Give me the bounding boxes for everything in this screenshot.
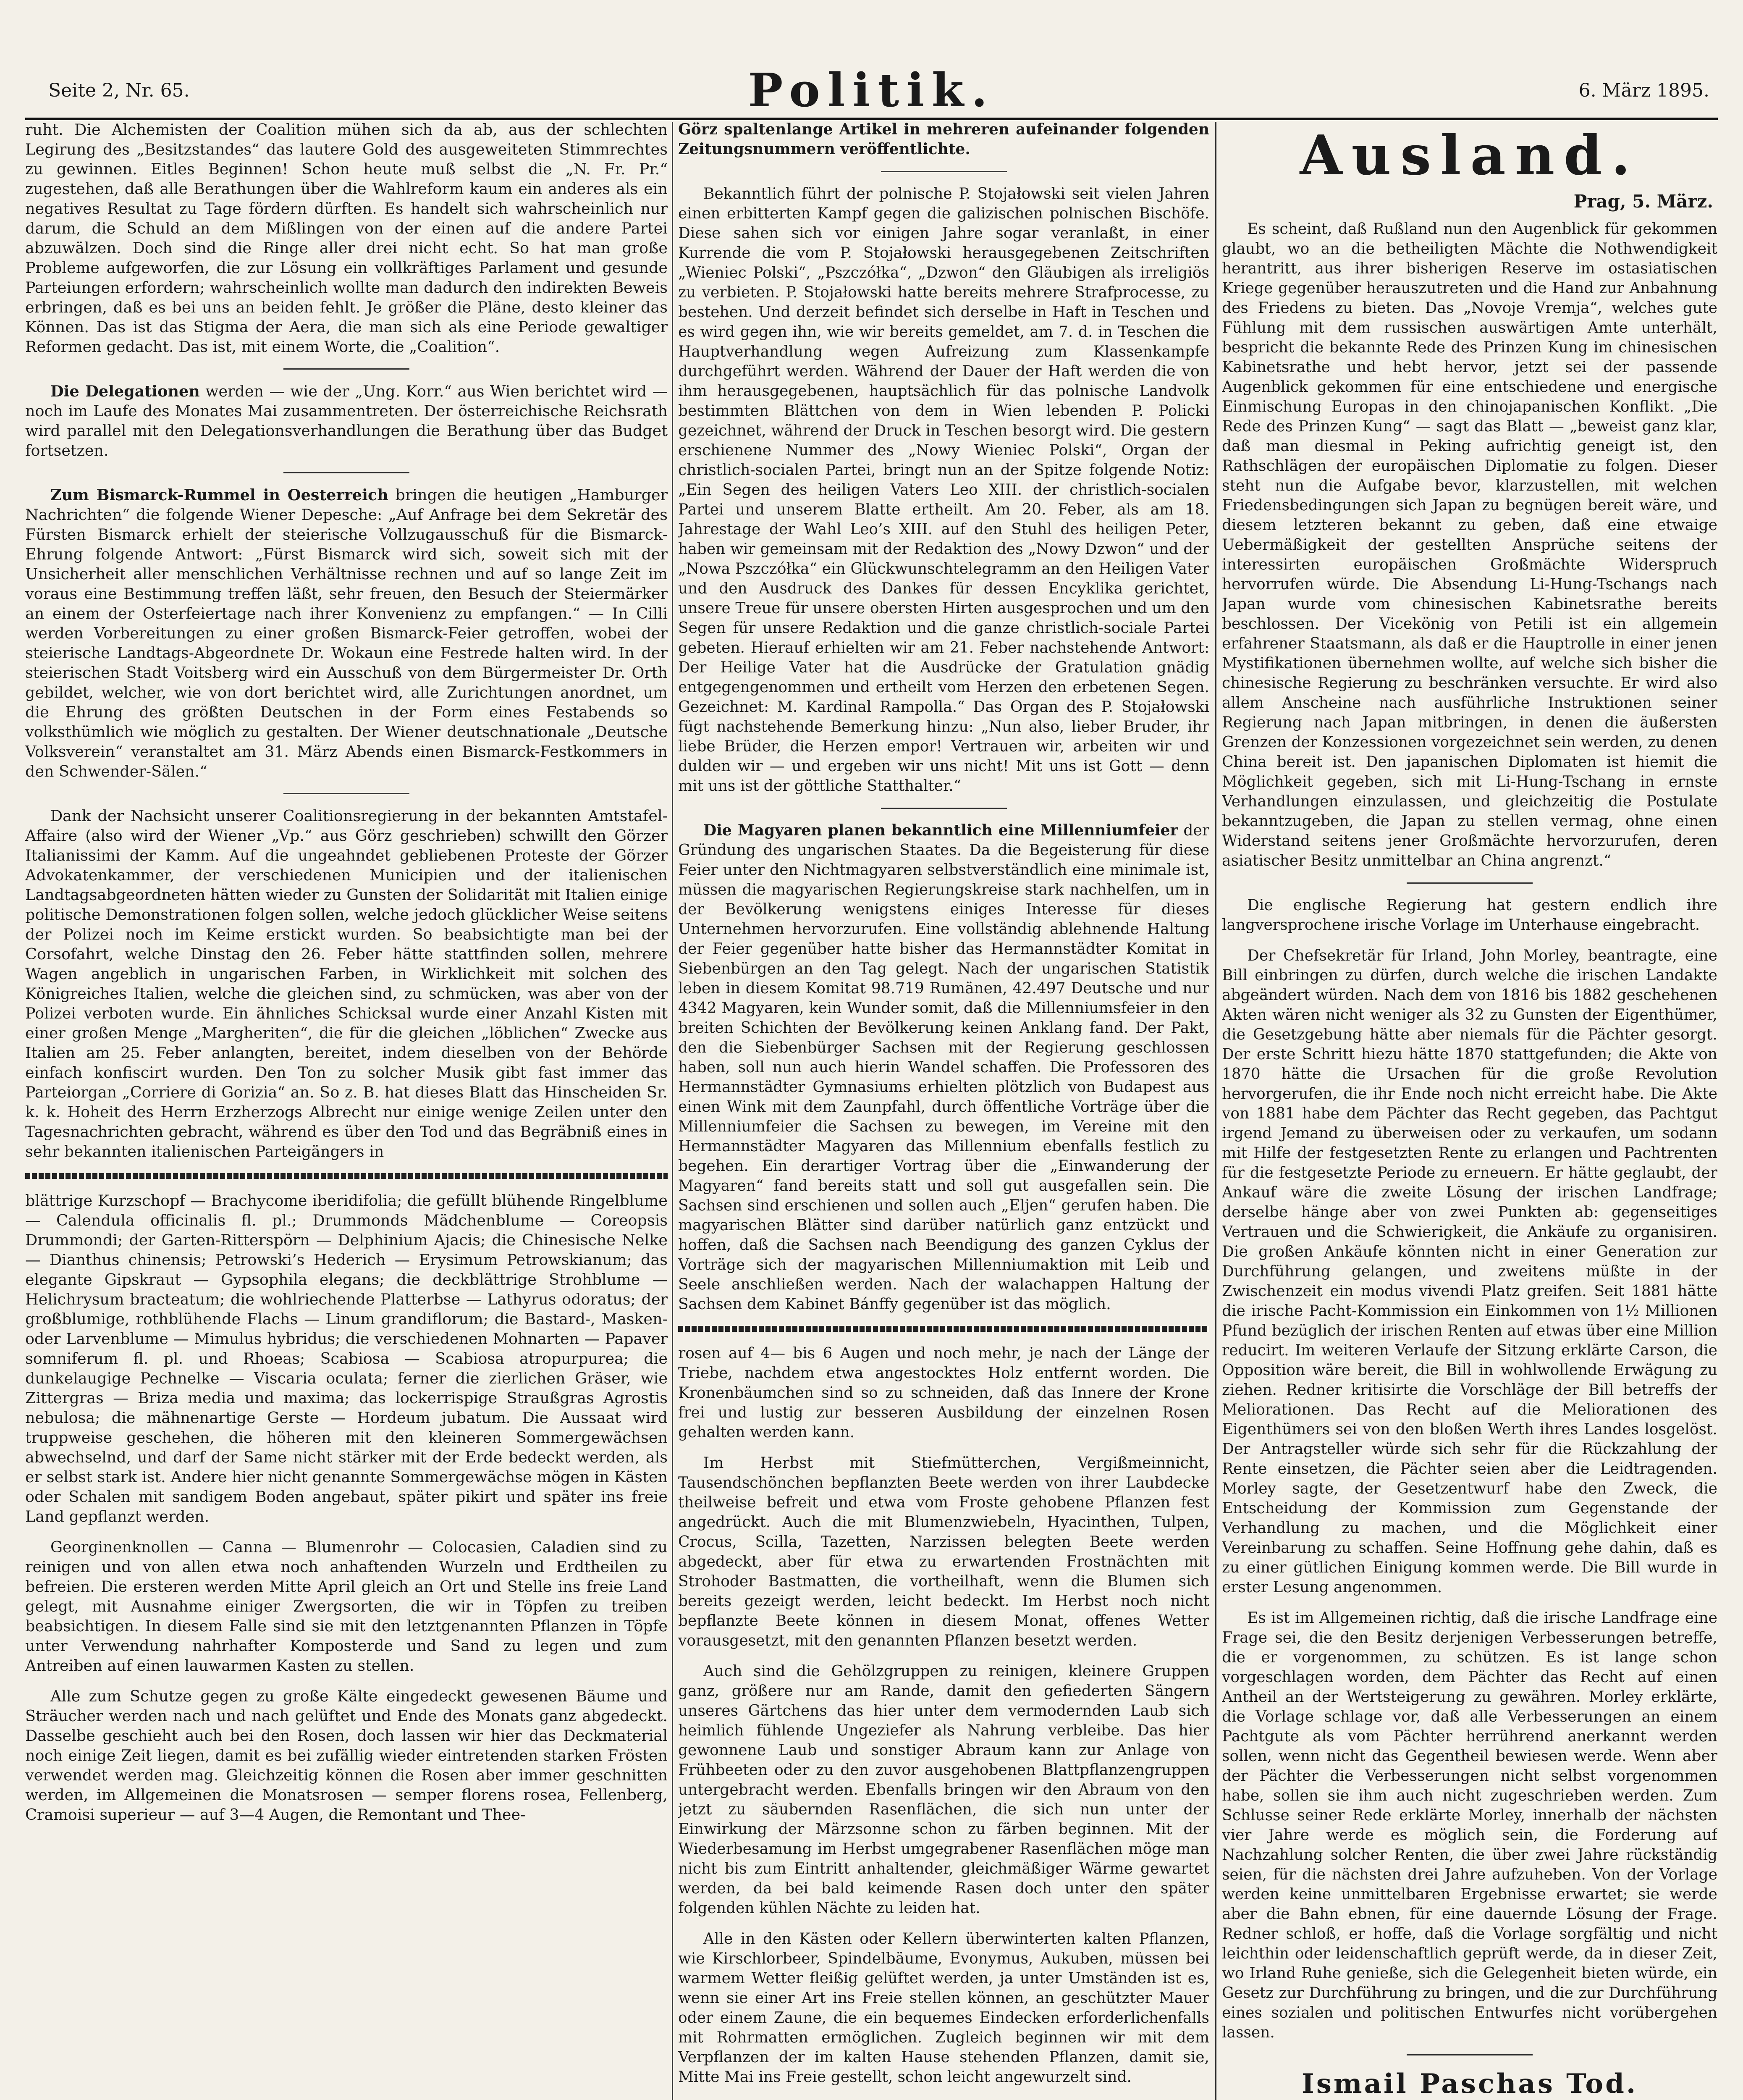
article-paragraph: ruht. Die Alchemisten der Coalition mühen sich da ab, aus der schlechten Legirung des „Besitzstandes“ das lautere Gold des ausgeweiteten Stimmrechtes zu gewinnen. Eitles Beginnen! Schon heute muß selbst die „N. Fr. Pr.“ zugestehen, daß alle Berathungen über die Wahlreform kaum ein anderes als ein negatives Resultat zu Tage fördern dürften. Es handelt sich wahrscheinlich nur darum, die Schuld an dem Mißlingen von der einen auf die andere Partei abzuwälzen. Doch sind die Ringe aller drei nicht echt. So hat man große Probleme aufgeworfen, die zur Lösung ein vollkräftiges Parlament und gesunde Parteiungen erfordern; wahrscheinlich wollte man dadurch den indirekten Beweis erbringen, daß es bei uns an beiden fehlt. Je größer die Pläne, desto kleiner das Können. Das ist das Stigma der Aera, die man sich als eine Periode gewaltiger Reformen gedacht. Das ist, mit einem Worte, die „Coalition“. xyxy=(25,121,668,356)
column-rule-2 xyxy=(1215,122,1216,2100)
lead-phrase: Die Magyaren planen bekanntlich eine Millenniumfeier xyxy=(703,822,1178,839)
paragraph-text: bringen die heutigen „Hamburger Nachrichten“ die folgende Wiener Depesche: „Auf Anfrage bei dem Sekretär des Fürsten Bismarck erhielt der steierische Vollzugausschuß für die Bismarck-Ehrung folgende Antwort: „Fürst Bismarck wird sich, soweit sich mit der Unsicherheit aller menschlichen Verhältnisse rechnen und auf so lange Zeit im voraus eine Bestimmung treffen läßt, sehr freuen, den Besuch der Steiermärker an einem der Osterfeiertage nach ihrer Konvenienz zu empfangen.“ — In Cilli werden Vorbereitungen zu einer großen Bismarck-Feier getroffen, wobei der steierische Landtags-Abgeordnete Dr. Wokaun eine Festrede halten wird. In der steierischen Stadt Voitsberg wird ein Ausschuß von dem Bürgermeister Dr. Orth gebildet, welcher, wie von dort berichtet wird, alle Zurichtungen anordnet, um die Ehrung des größten Deutschen in der Form eines Festabends so volksthümlich wie möglich zu gestalten. Der Wiener deutschnationale „Deutsche Volksverein“ veranstaltet am 31. März Abends einen Bismarck-Festkommers in den Schwender-Sälen.“ xyxy=(25,486,668,780)
article-paragraph xyxy=(25,485,668,781)
ausland-title: Ausland. xyxy=(1300,123,1640,187)
paragraph-prefix: rosen auf 4 xyxy=(678,1345,771,1362)
separator xyxy=(881,808,1007,809)
separator xyxy=(1407,882,1533,884)
feuilleton-paragraph: blättrige Kurzschopf — Brachycome iberidifolia; die gefüllt blühende Ringelblume — Calendula officinalis fl. pl.; Drummonds Mädchenblume — Coreopsis Drummondi; der Garten-Ritterspörn — Delphinium Ajacis; die Chinesische Nelke — Dianthus chinensis; Petrowski’s Hederich — Erysimum Petrowskianum; das elegante Gipskraut — Gypsophila elegans; die deckblättrige Strohblume — Helichrysum bracteatum; die wohlriechende Platterbse — Lathyrus odoratus; der großblumige, rothblühende Flachs — Linum grandiflorum; die Bastard-, Masken- oder Larvenblume — Mimulus hybridus; die verschiedenen Mohnarten — Papaver somniferum fl. pl. und Rhoeas; Scabiosa — Scabiosa atropurpurea; die dunkelaugige Pechnelke — Viscaria oculata; ferner die zierlichen Gräser, wie Zittergras — Briza media und maxima; das lockerrispige Straußgras Agrostis nebulosa; die mähnenartige Gerste — Hordeum jubatum. Die Aussaat wird truppweise geschehen, die höheren mit den kleineren Sommergewächsen abwechselnd, und darf der Same nicht stärker mit der Erde bedeckt werden, als er selbst stark ist. Andere hier nicht genannte Sommergewächse mögen in Kästen oder Schalen mit sandigem Boden angebaut, später pikirt und später ins freie Land gepflanzt werden. xyxy=(25,1192,668,1525)
separator xyxy=(1407,2054,1533,2055)
page-number-issue: Seite 2, Nr. 65. xyxy=(48,80,190,101)
feuilleton-paragraph: Im Herbst mit Stiefmütterchen, Vergißmeinnicht, Tausendschönchen bepflanzten Beete werden von ihrer Laubdecke theilweise befreit und etwa vom Froste gehobene Pflanzen fest angedrückt. Auch die mit Blumenzwiebeln, Hyacinthen, Tulpen, Crocus, Scilla, Tazetten, Narzissen belegten Beete werden abgedeckt, aber für etwa zu erwartenden Frostnächten mit Strohoder Bastmatten, die vortheilhaft, wenn die Blumen sich bereits gezeigt werden, leicht bedeckt. Im Herbst noch nicht bepflanzte Beete können in diesem Monat, offenes Wetter vorausgesetzt, mit den genannten Pflanzen besetzt werden. xyxy=(678,1454,1209,1649)
article-paragraph: Bekanntlich führt der polnische P. Stojałowski seit vielen Jahren einen erbitterten Kampf gegen die galizischen polnischen Bischöfe. Diese sahen sich vor einigen Jahre sogar veranlaßt, in einer Kurrende die vom P. Stojałowski herausgegebenen Zeitschriften „Wieniec Polski“, „Pszczółka“, „Dzwon“ den Gläubigen als irreligiös zu verbieten. P. Stojałowski hatte bereits mehrere Strafprocesse, zu bestehen. Und derzeit befindet sich derselbe in Haft in Teschen und es wird gegen ihn, wie wir bereits gemeldet, am 7. d. in Teschen die Hauptverhandlung wegen Aufreizung zum Klassenkampfe durchgeführt werden. Während der Dauer der Haft werden die von ihm herausgegebenen, hauptsächlich für das polnische Landvolk bestimmten Blättchen von dem in Wien lebenden P. Policki gezeichnet, während der Druck in Teschen besorgt wird. Die gestern erschienene Nummer des „Nowy Wieniec Polski“, Organ der christlich-socialen Partei, bringt nun an der Spitze folgende Notiz: „Ein Segen des heiligen Vaters Leo XIII. der christlich-socialen Partei und unserem Blatte ertheilt. Am 20. Feber, als am 18. Jahrestage der Wahl Leo’s XIII. auf den Stuhl des heiligen Peter, haben wir gemeinsam mit der Redaktion des „Nowy Dzwon“ und der „Nowa Pszczółka“ ein Glückwunschtelegramm an den Heiligen Vater und den Ausdruck des Dankes für dessen Encyklika gerichtet, unsere Treue für unsere obersten Hirten ausgesprochen und um den Segen für unsere Redaktion und die ganze christlich-sociale Partei gebeten. Hierauf erhielten wir am 21. Feber nachstehende Antwort: Der Heilige Vater hat die Ausdrücke der Gratulation gnädig entgegengenommen und ertheilt vom Herzen den erbetenen Segen. Gezeichnet: M. Kardinal Rampolla.“ Das Organ des P. Stojałowski fügt nachstehende Bemerkung hinzu: „Nun also, lieber Bruder, ihr liebe Brüder, die Herzen empor! Vertrauen wir, arbeiten wir und dulden wir — und ergeben wir uns nicht! Mit uns ist Gott — denn mit uns ist der göttliche Statthalter.“ xyxy=(678,185,1209,795)
article-paragraph xyxy=(25,381,668,460)
paragraph-text: — bis 6 Augen und noch mehr, je nach der Länge der Triebe, nachdem etwa angestocktes Holz entfernt worden. Die Kronenbäumchen sind so zu schneiden, daß das Innere der Krone frei und lustig zur besseren Ausbildung der einzelnen Rosen gehalten werden kann. xyxy=(678,1345,1209,1441)
article-paragraph: Es scheint, daß Rußland nun den Augenblick für gekommen glaubt, wo an die betheiligten Mächte die Nothwendigkeit herantritt, aus ihrer bisherigen Reserve im ostasiatischen Kriege gegenüber herauszutreten und die Hand zur Anbahnung des Friedens zu bieten. Das „Novoje Vremja“, welches gute Fühlung mit dem russischen auswärtigen Amte unterhält, bespricht die bekannte Rede des Prinzen Kung im chinesischen Kabinetsrathe und hebt hervor, jetzt sei der passende Augenblick gekommen für eine entschiedene und energische Einmischung Europas in den chinojapanischen Konflikt. „Die Rede des Prinzen Kung“ — sagt das Blatt — „beweist ganz klar, daß man diesmal in Peking aufrichtig geneigt ist, den Rathschlägen der europäischen Diplomatie zu folgen. Dieser steht nun die Aufgabe bevor, klarzustellen, mit welchen Friedensbedingungen sich Japan zu begnügen bereit wäre, und diesem letzteren bekannt zu geben, daß eine etwaige Uebermäßigkeit der gestellten Ansprüche seitens der interessirten europäischen Großmächte Widerspruch hervorrufen würde. Die Absendung Li-Hung-Tschangs nach Japan wurde vom chinesischen Kabinetsrathe bereits beschlossen. Der Vicekönig von Petili ist ein allgemein erfahrener Staatsmann, als daß er die Hauptrolle in einer jenen Mystifikationen übernehmen wollte, auf welche sich bisher die chinesische Regierung zu beschränken versuchte. Er wird also allem Anscheine nach ausführliche Instruktionen seiner Regierung nach Japan mitbringen, in denen die äußersten Grenzen der Konzessionen vorgezeichnet sein werden, zu denen China bereit ist. Den japanischen Diplomaten ist hiemit die Möglichkeit gegeben, sich mit Li-Hung-Tschang in ernste Verhandlungen einzulassen, und gleichzeitig die Postulate bekanntzugeben, die Japan zu stellen vermag, ohne einen Widerstand seitens jener Großmächte hervorzurufen, deren asiatischer Besitz unmittelbar an China angrenzt.“ xyxy=(1222,220,1717,869)
column-rule-1 xyxy=(672,122,673,2100)
separator xyxy=(283,368,409,370)
feuilleton-paragraph: Alle zum Schutze gegen zu große Kälte eingedeckt gewesenen Bäume und Sträucher werden nach und nach gelüftet und Ende des Monats ganz abgedeckt. Dasselbe geschieht auch bei den Rosen, doch lassen wir hier das Deckmaterial noch einige Zeit liegen, damit es bei zufällig wieder eintretenden starken Frösten verwendet werden mag. Gleichzeitig können die Rosen aber immer geschnitten werden, im Allgemeinen die Monatsrosen — semper florens rosea, Fellenberg, Cramoisi superieur — auf 3—4 Augen, die Remontant und Thee- xyxy=(25,1687,668,1824)
article-paragraph: Der Chefsekretär für Irland, John Morley, beantragte, eine Bill einbringen zu dürfen, durch welche die irischen Landakte abgeändert würden. Nach dem von 1816 bis 1882 geschehenen Akten wären nicht weniger als 32 zu Gunsten der Eigenthümer, die Gesetzgebung hätte aber niemals für die Pächter gesorgt. Der erste Schritt hiezu hätte 1870 stattgefunden; die Akte von 1870 hätte die Ursachen für die große Revolution hervorgerufen, die ihr Ende noch nicht erreicht habe. Die Akte von 1881 habe dem Pächter das Recht gegeben, das Pachtgut irgend Jemand zu überweisen oder zu verkaufen, um sodann mit Hilfe der festgesetzten Rente zu erlangen und Pachtrenten für die festgesetzte Periode zu erneuern. Er hätte geglaubt, der Ankauf wäre die zweite Lösung der irischen Landfrage; derselbe hänge aber von zwei Punkten ab: gegenseitiges Vertrauen und die Schwierigkeit, die Ankäufe zu organisiren. Die großen Ankäufe könnten nicht in einer Generation zur Durchführung gelangen, und zweitens müßte in der Zwischenzeit ein modus vivendi Platz greifen. Seit 1881 hätte die irische Pacht-Kommission ein Einkommen von 1½ Millionen Pfund bezüglich der irischen Renten auf etwas über eine Million reducirt. Im weiteren Verlaufe der Sitzung erklärte Carson, die Opposition wäre bereit, die Bill in wohlwollende Erwägung zu ziehen. Redner kritisirte die Vorschläge der Bill betreffs der Meliorationen. Das Recht auf die Meliorationen des Eigenthümers sei von den bloßen Werth ihres Landes losgelöst. Der Antragsteller würde sich sehr für die Rückzahlung der Rente einsetzen, die Pächter seien aber die Leidtragenden. Morley sagte, der Gesetzentwurf habe den Zweck, die Entscheidung der Kommission zum Gegenstande der Verhandlung zu machen, und die Möglichkeit einer Vereinbarung zu schaffen. Seine Hoffnung gehe dahin, daß es zu einer gütlichen Einigung kommen werde. Die Bill wurde in erster Lesung angenommen. xyxy=(1222,947,1717,1596)
feuilleton-rule xyxy=(678,1326,1209,1332)
column-3 xyxy=(1222,120,1717,2100)
feuilleton-rule xyxy=(25,1173,668,1179)
paragraph-text: der Gründung des ungarischen Staates. Da die Begeisterung für diese Feier unter den Nichtmagyaren selbstverständlich eine minimale ist, müssen die magyarischen Regierungskreise stark nachhelfen, um in der Bevölkerung wenigstens einiges Interesse für dieses Unternehmen hervorzurufen. Eine vollständig ablehnende Haltung der Feier gegenüber hatte bisher das Hermannstädter Komitat in Siebenbürgen an den Tag gelegt. Nach der ungarischen Statistik leben in diesem Komitat 98.719 Rumänen, 42.497 Deutsche und nur 4342 Magyaren, kein Wunder somit, daß die Millenniumsfeier in den breiten Schichten der Bevölkerung keinen Anklang fand. Der Pakt, den die Siebenbürger Sachsen mit der Regierung geschlossen haben, soll nun auch hierin Wandel schaffen. Die Professoren des Hermannstädter Gymnasiums erhielten plötzlich von Budapest aus einen Wink mit dem Zaunpfahl, durch öffentliche Vorträge über die Millenniumfeier die Sachsen zu bewegen, im Vereine mit den Hermannstädter Magyaren das Millennium ebenfalls festlich zu begehen. Ein derartiger Vortrag über die „Einwanderung der Magyaren“ fand bereits statt und soll gut ausgefallen sein. Die Sachsen sind erschienen und sollen auch „Eljen“ gerufen haben. Die magyarischen Blätter sind darüber natürlich ganz entzückt und hoffen, daß die Sachsen nach Beendigung des ganzen Cyklus der Vorträge sich der magyarischen Millenniumaktion mit Leib und Seele anschließen werden. Nach der walachappen Haltung der Sachsen dem Kabinet Bánffy gegenüber ist das möglich. xyxy=(678,822,1209,1313)
newspaper-page xyxy=(25,0,1718,2100)
dateline: Prag, 5. März. xyxy=(1573,191,1713,212)
article-paragraph: Die englische Regierung hat gestern endlich ihre langversprochene irische Vorlage im Unterhause eingebracht. xyxy=(1222,897,1717,934)
column-2 xyxy=(678,120,1209,2100)
masthead xyxy=(25,63,1718,120)
feuilleton-paragraph xyxy=(678,1344,1209,1442)
column-1 xyxy=(25,120,668,2100)
separator xyxy=(881,171,1007,172)
issue-date: 6. März 1895. xyxy=(1578,80,1709,101)
feuilleton-paragraph: Georginenknollen — Canna — Blumenrohr — Colocasien, Caladien sind zu reinigen und von allen etwa noch anhaftenden Wurzeln und Erdtheilen zu befreien. Die ersteren werden Mitte April gleich an Ort und Stelle ins freie Land gelegt, mit Ausnahme einiger Zwergsorten, die wir in Töpfen zu treiben beabsichtigen. In diesem Falle sind sie mit den letztgenannten Pflanzen in Töpfe unter Verwendung nahrhafter Komposterde und Sand zu legen und zum Antreiben auf einen lauwarmen Kasten zu stellen. xyxy=(25,1538,668,1675)
lead-phrase: Die Delegationen xyxy=(50,382,200,400)
separator xyxy=(283,472,409,473)
article-paragraph: Görz spaltenlange Artikel in mehreren aufeinander folgenden Zeitungsnummern veröffentlichte. xyxy=(678,121,1209,158)
paragraph-text: werden — wie der „Ung. Korr.“ aus Wien berichtet wird — noch im Laufe des Monates Mai zusammentreten. Der österreichische Reichsrath wird parallel mit den Delegationsverhandlungen die Berathung über das Budget fortsetzen. xyxy=(25,382,668,459)
feuilleton-paragraph: Alle in den Kästen oder Kellern überwinterten kalten Pflanzen, wie Kirschlorbeer, Spindelbäume, Evonymus, Aukuben, müssen bei warmem Wetter fleißig gelüftet werden, ja unter Umständen ist es, wenn sie einer Art ins Freie stellen können, an geschützter Mauer oder einem Zaune, die ein bequemes Eindecken erforderlichenfalls mit Rohrmatten ermöglichen. Zugleich beginnen wir mit dem Verpflanzen der im kalten Hause stehenden Pflanzen, damit sie, Mitte Mai ins Freie gestellt, schon leicht angewurzelt sind. xyxy=(678,1930,1209,2086)
lead-phrase: Zum Bismarck-Rummel in Oesterreich xyxy=(50,486,388,504)
separator xyxy=(283,793,409,794)
article-paragraph: Dank der Nachsicht unserer Coalitionsregierung in der bekannten Amtstafel-Affaire (also wird der Wiener „Vp.“ aus Görz geschrieben) schwillt den Görzer Italianissimi der Kamm. Auf die ungeahndet gebliebenen Proteste der Görzer Advokatenkammer, der verschiedenen Municipien und der italienischen Landtagsabgeordneten hätten wieder zu Gunsten der Solidarität mit Italien einige politische Demonstrationen folgen sollen, welche jedoch glücklicher Weise seitens der Polizei noch im Keime erstickt wurden. So beabsichtigte man bei der Corsofahrt, welche Dinstag den 26. Feber hätte stattfinden sollen, mehrere Wagen angeblich in ungarischen Farben, in Wirklichkeit mit solchen des Königreiches Italien, welche die gleichen sind, zu schmücken, was aber von der Polizei verboten wurde. Ein ähnliches Schicksal wurde einer Anzahl Kisten mit einer großen Menge „Margheriten“, die für die gleichen „löblichen“ Zwecke aus Italien am 25. Feber anlangten, bereitet, indem dieselben von der Behörde einfach konfiscirt wurden. Den Ton zu solcher Musik gibt fast immer das Parteiorgan „Corriere di Gorizia“ an. So z. B. hat dieses Blatt das Hinscheiden Sr. k. k. Hoheit des Herrn Erzherzogs Albrecht nur einige wenige Zeilen unter den Tagesnachrichten gebracht, während es über den Tod und das Begräbniß eines in sehr bekannten italienischen Parteigängers in xyxy=(25,807,668,1160)
section-heading: Politik. xyxy=(748,63,995,117)
article-paragraph: Es ist im Allgemeinen richtig, daß die irische Landfrage eine Frage sei, die den Besitz derjenigen Verbesserungen betreffe, die er vorgenommen, zu schützen. Es ist lange schon vorgeschlagen worden, dem Pächter das Recht auf einen Antheil an der Wertsteigerung zu gewähren. Morley erklärte, die Vorlage schlage vor, daß alle Verbesserungen an einem Pachtgute als vom Pächter herrührend anerkannt werden sollen, wenn nicht das Gegentheil bewiesen werde. Wenn aber der Pächter die Verbesserungen nicht selbst vorgenommen habe, sollen sie ihm auch nicht zugeschrieben werden. Zum Schlusse seiner Rede erklärte Morley, innerhalb der nächsten vier Jahre werde es möglich sein, die Forderung auf Nachzahlung solcher Renten, die über zwei Jahre rückständig seien, für die nächsten drei Jahre aufzuheben. Von der Vorlage werden keine unmittelbaren Ergebnisse erwartet; sie werde aber die Bahn ebnen, für eine dauernde Lösung der Frage. Redner schloß, er hoffe, daß die Vorlage sorgfältig und nicht leichthin oder leidenschaftlich geprüft werde, da in dieser Zeit, wo Irland Ruhe genieße, sich die Gelegenheit bieten würde, ein Gesetz zur Durchführung zu bringen, und die zur Durchführung eines sozialen und politischen Entwurfes nicht vorübergehen lassen. xyxy=(1222,1609,1717,2041)
feuilleton-paragraph: Auch sind die Gehölzgruppen zu reinigen, kleinere Gruppen ganz, größere nur am Rande, damit den gefiederten Sängern unseres Gärtchens das hier unter dem vermodernden Laub sich heimlich fühlende Ungeziefer als Nahrung verbleibe. Das hier gewonnene Laub und sonstiger Abraum kann zur Anlage von Frühbeeten oder zu den zuvor ausgehobenen Blattpflanzengruppen untergebracht werden. Ebenfalls bringen wir den Abraum von den jetzt zu säubernden Rasenflächen, die sich nun unter der Einwirkung der Märzsonne schon zu färben beginnen. Mit der Wiederbesamung im Herbst umgegrabener Rasenflächen möge man nicht bis zum Eintritt anhaltender, gleichmäßiger Wärme gewartet werden, da bei bald keimende Rasen doch unter den später folgenden kühlen Nächte zu leiden hat. xyxy=(678,1663,1209,1917)
article-paragraph xyxy=(678,821,1209,1314)
obituary-title: Ismail Paschas Tod. xyxy=(1301,2068,1638,2100)
